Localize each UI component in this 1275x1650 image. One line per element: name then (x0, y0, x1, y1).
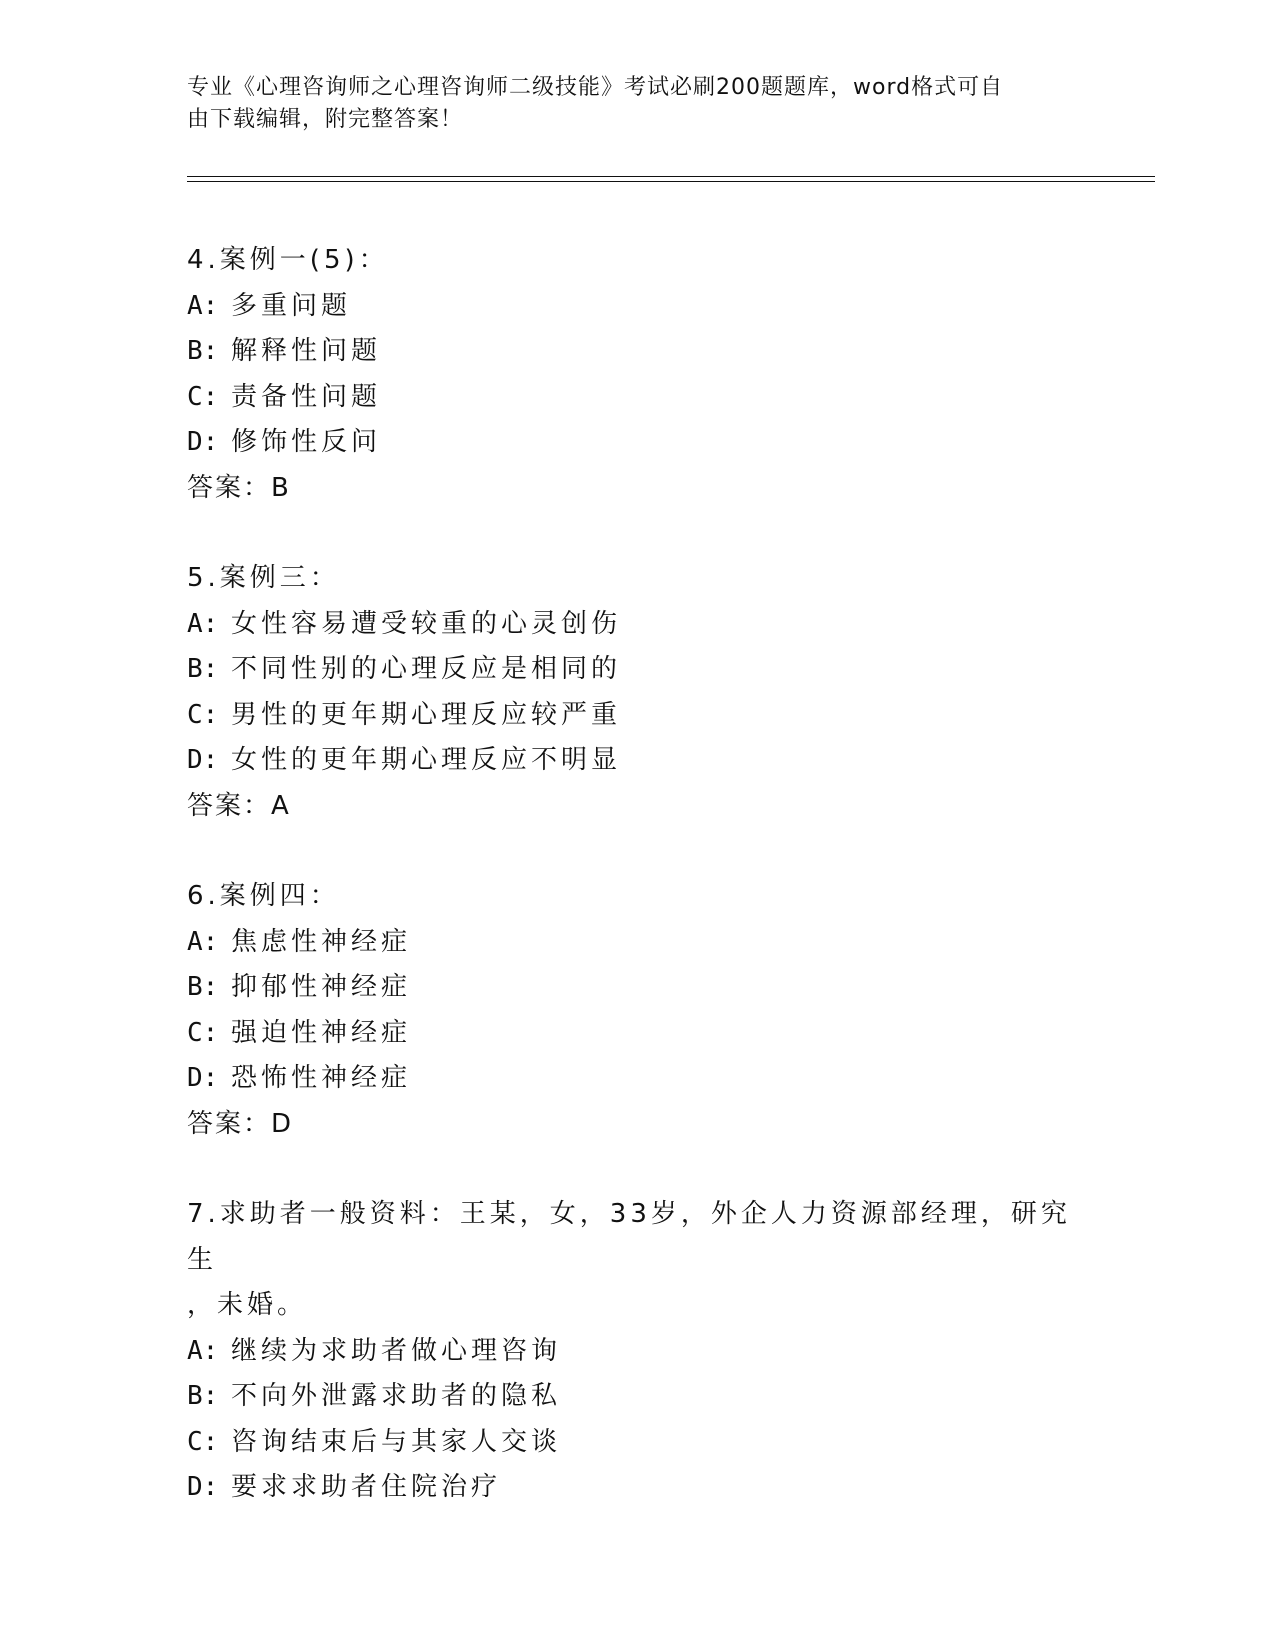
option-text: 责备性问题 (231, 381, 382, 412)
option-text: 恐怖性神经症 (231, 1063, 412, 1093)
option-key: D: (187, 745, 219, 775)
option-key: A: (187, 1335, 219, 1366)
option-key: C: (187, 381, 219, 412)
question-4 (187, 238, 1087, 511)
option-key: A: (187, 926, 219, 957)
question-stem: 4.案例一(5)： (187, 245, 389, 275)
option-d (187, 1465, 1087, 1511)
option-d (187, 420, 1087, 466)
option-text: 继续为求助者做心理咨询 (231, 1335, 562, 1366)
option-a (187, 284, 1087, 330)
header-divider-bottom (187, 181, 1155, 182)
option-text: 解释性问题 (231, 336, 382, 366)
answer-line: 答案：B (187, 472, 291, 503)
option-key: C: (187, 1426, 219, 1457)
option-c (187, 1011, 1087, 1057)
answer-line: 答案：D (187, 1108, 294, 1139)
option-c (187, 1420, 1087, 1466)
option-text: 不向外泄露求助者的隐私 (231, 1381, 562, 1411)
option-text: 强迫性神经症 (231, 1017, 412, 1048)
question-5 (187, 556, 1087, 829)
option-key: C: (187, 699, 219, 730)
answer-line: 答案：A (187, 790, 291, 821)
option-c (187, 693, 1087, 739)
option-text: 咨询结束后与其家人交谈 (231, 1426, 562, 1457)
option-b (187, 1374, 1087, 1420)
option-c (187, 375, 1087, 421)
option-b (187, 329, 1087, 375)
header-divider-top (187, 176, 1155, 177)
option-key: A: (187, 608, 219, 639)
option-b (187, 647, 1087, 693)
option-a (187, 602, 1087, 648)
option-key: D: (187, 1063, 219, 1093)
question-stem: 5.案例三： (187, 563, 340, 593)
option-text: 抑郁性神经症 (231, 972, 412, 1002)
option-key: D: (187, 427, 219, 457)
option-text: 女性容易遭受较重的心灵创伤 (231, 608, 622, 639)
question-list (187, 238, 1087, 1556)
option-key: B: (187, 336, 219, 366)
option-text: 修饰性反问 (231, 427, 382, 457)
option-text: 多重问题 (231, 290, 352, 321)
option-key: B: (187, 1381, 219, 1411)
option-key: C: (187, 1017, 219, 1048)
option-key: B: (187, 654, 219, 684)
question-stem: 6.案例四： (187, 881, 340, 911)
option-key: B: (187, 972, 219, 1002)
header-line-2: 由下载编辑，附完整答案！ (187, 107, 464, 132)
document-header (187, 72, 1067, 136)
option-text: 女性的更年期心理反应不明显 (231, 745, 622, 775)
question-stem-line-2: ，未婚。 (187, 1290, 308, 1320)
option-text: 男性的更年期心理反应较严重 (231, 699, 622, 730)
question-7 (187, 1192, 1087, 1511)
option-d (187, 738, 1087, 784)
option-d (187, 1056, 1087, 1102)
option-a (187, 920, 1087, 966)
question-6 (187, 874, 1087, 1147)
question-stem-line-1: 7.求助者一般资料：王某，女，33岁，外企人力资源部经理，研究生 (187, 1199, 1071, 1275)
header-line-1: 专业《心理咨询师之心理咨询师二级技能》考试必刷200题题库，word格式可自 (187, 75, 1004, 100)
option-text: 焦虑性神经症 (231, 926, 412, 957)
option-b (187, 965, 1087, 1011)
option-text: 不同性别的心理反应是相同的 (231, 654, 622, 684)
option-key: D: (187, 1472, 219, 1502)
option-a (187, 1329, 1087, 1375)
option-key: A: (187, 290, 219, 321)
option-text: 要求求助者住院治疗 (231, 1472, 502, 1502)
